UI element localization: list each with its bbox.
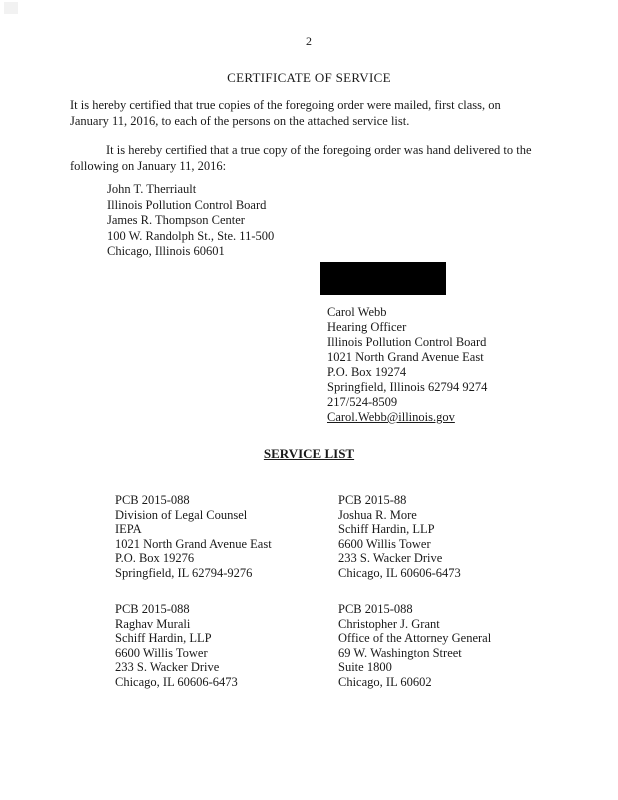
signer-line: 1021 North Grand Avenue East: [327, 350, 484, 364]
address-line: 233 S. Wacker Drive: [115, 660, 220, 674]
address-line: 6600 Willis Tower: [338, 536, 431, 551]
service-list-entry: [115, 493, 272, 580]
case-number: PCB 2015-088: [115, 602, 190, 616]
signer-line: Illinois Pollution Control Board: [327, 335, 487, 349]
address-line: Raghav Murali: [115, 616, 191, 631]
address-line: Chicago, Illinois 60601: [107, 244, 225, 258]
mail-certification-paragraph: It is hereby certified that true copies of the foregoing order were mailed, first class, on January 11, 2016, to each of the persons on the attached service list.: [70, 98, 501, 128]
address-line: Office of the Attorney General: [338, 631, 492, 645]
service-list-entry: [338, 602, 491, 689]
address-line: 1021 North Grand Avenue East: [115, 536, 272, 551]
address-line: Chicago, IL 60606-6473: [115, 674, 238, 689]
case-number: PCB 2015-088: [338, 602, 413, 616]
certificate-title: CERTIFICATE OF SERVICE: [227, 70, 391, 85]
address-line: Schiff Hardin, LLP: [115, 631, 212, 645]
hand-delivery-recipient-address: [107, 182, 274, 260]
address-line: Illinois Pollution Control Board: [107, 197, 267, 212]
signer-line: Springfield, Illinois 62794 9274: [327, 380, 488, 394]
address-line: P.O. Box 19276: [115, 551, 195, 565]
signer-email-link[interactable]: Carol.Webb@illinois.gov: [327, 410, 455, 424]
scan-corner-mark: [4, 2, 18, 14]
signer-name: Carol Webb: [327, 305, 387, 319]
address-line: Division of Legal Counsel: [115, 507, 248, 522]
signer-block: [327, 305, 487, 425]
service-list-entry: [338, 493, 461, 580]
address-line: Schiff Hardin, LLP: [338, 522, 435, 536]
signer-title: Hearing Officer: [327, 320, 407, 334]
address-line: Chicago, IL 60602: [338, 674, 432, 689]
signer-phone: 217/524-8509: [327, 395, 398, 409]
address-line: Christopher J. Grant: [338, 616, 440, 631]
service-list-entry: [115, 602, 238, 689]
redacted-signature: [320, 262, 446, 295]
case-number: PCB 2015-088: [115, 493, 190, 507]
address-line: Joshua R. More: [338, 507, 417, 522]
service-list-title: SERVICE LIST: [263, 446, 355, 461]
case-number: PCB 2015-88: [338, 493, 407, 507]
address-line: John T. Therriault: [107, 182, 197, 196]
address-line: 233 S. Wacker Drive: [338, 551, 443, 565]
hand-delivery-certification-paragraph: It is hereby certified that a true copy of the foregoing order was hand delivered to the following on January 11, 2016:: [70, 143, 532, 173]
address-line: Springfield, IL 62794-9276: [115, 565, 253, 580]
address-line: Chicago, IL 60606-6473: [338, 565, 461, 580]
address-line: 100 W. Randolph St., Ste. 11-500: [107, 228, 275, 243]
address-line: Suite 1800: [338, 660, 392, 674]
address-line: James R. Thompson Center: [107, 213, 245, 227]
address-line: IEPA: [115, 522, 142, 536]
signer-line: P.O. Box 19274: [327, 365, 407, 379]
page-number: 2: [306, 34, 312, 48]
address-line: 6600 Willis Tower: [115, 645, 208, 660]
address-line: 69 W. Washington Street: [338, 645, 462, 660]
